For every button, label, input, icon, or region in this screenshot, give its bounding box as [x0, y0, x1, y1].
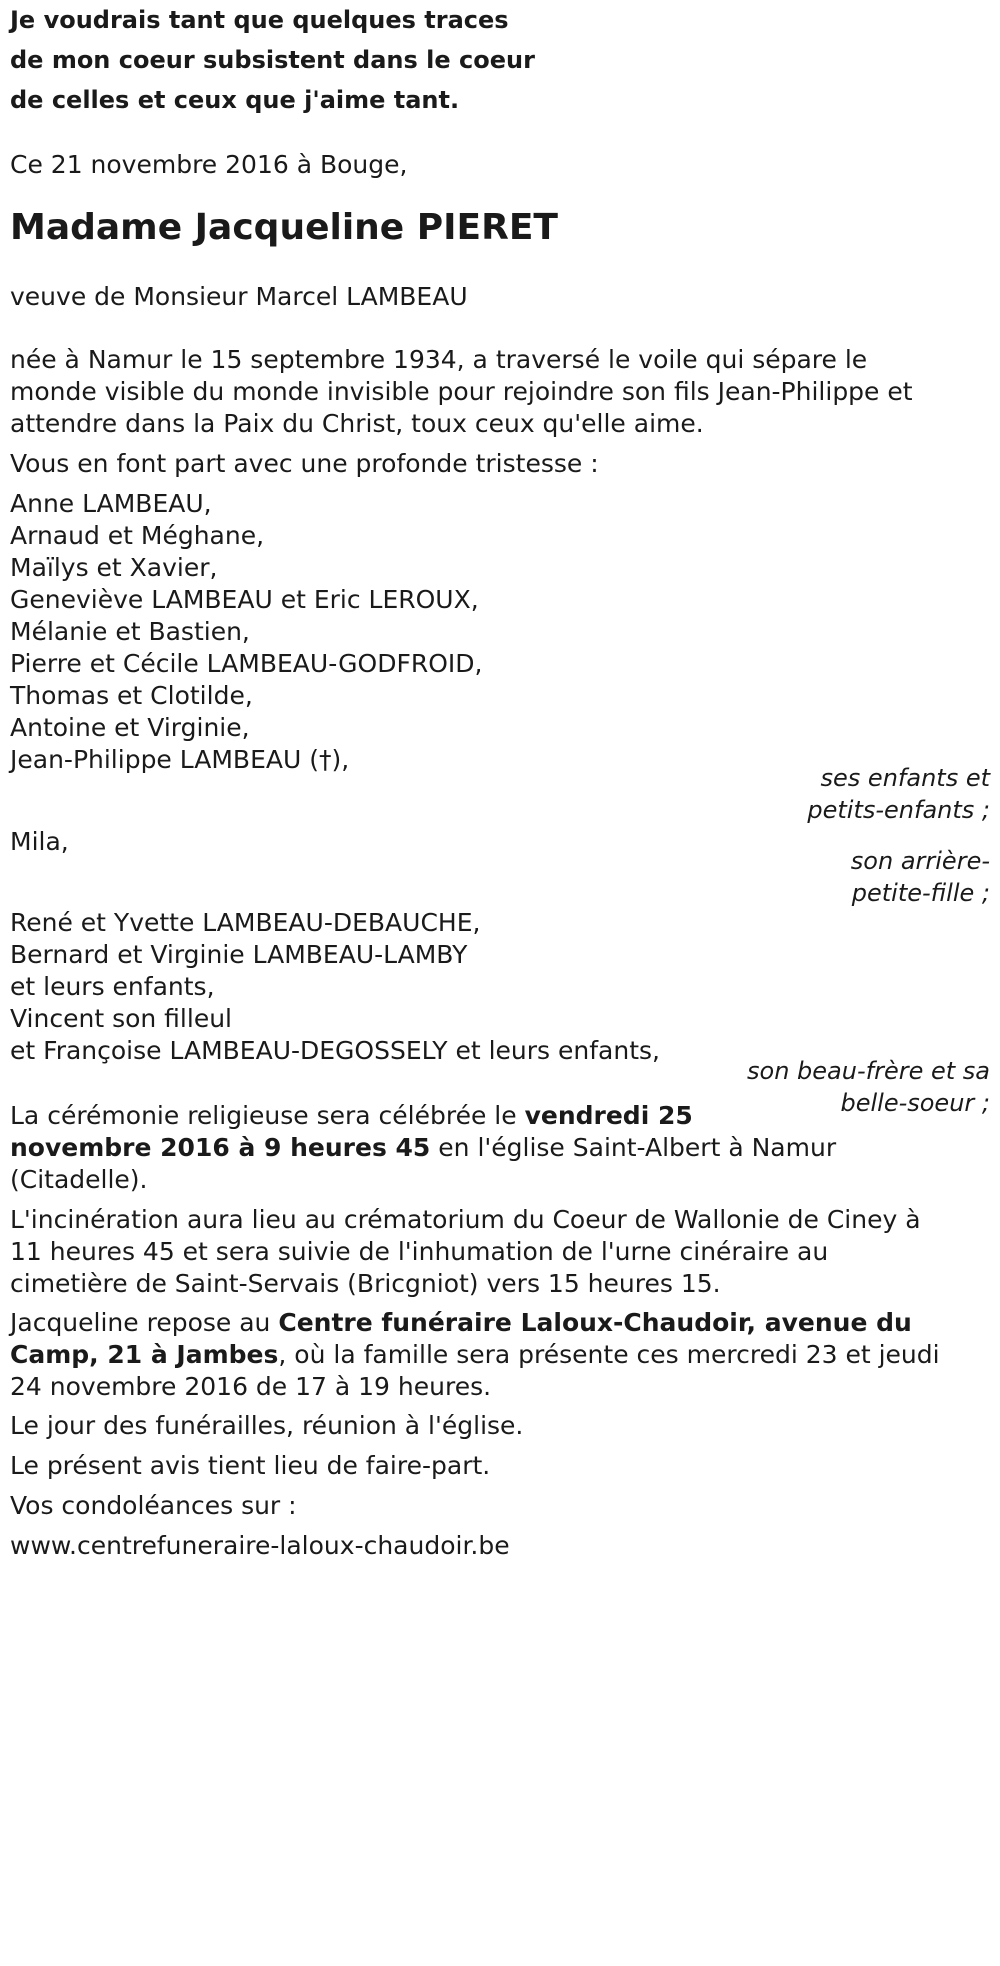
- ceremony-date: vendredi 25: [524, 1101, 693, 1130]
- intro-line: attendre dans la Paix du Christ, toux ceux qu'elle aime.: [10, 409, 704, 438]
- relation-label: petits-enfants ;: [807, 796, 990, 824]
- epigraph-line: de celles et ceux que j'aime tant.: [10, 86, 460, 114]
- ceremony-text: La cérémonie religieuse sera célébrée le: [10, 1101, 525, 1130]
- ceremony-line: [10, 1132, 836, 1164]
- relation-label: son beau-frère et sa: [747, 1057, 990, 1085]
- funeral-day: Le jour des funérailles, réunion à l'église.: [10, 1411, 524, 1440]
- repose-text: , où la famille sera présente ces mercredi 23 et jeudi: [278, 1340, 940, 1369]
- ceremony-line: (Citadelle).: [10, 1165, 148, 1194]
- family-member: Antoine et Virginie,: [10, 713, 250, 742]
- widow-of: veuve de Monsieur Marcel LAMBEAU: [10, 282, 468, 311]
- website-link[interactable]: www.centrefuneraire-laloux-chaudoir.be: [10, 1531, 510, 1560]
- family-member: Thomas et Clotilde,: [10, 681, 253, 710]
- ceremony-time: novembre 2016 à 9 heures 45: [10, 1133, 431, 1162]
- deceased-name: Madame Jacqueline PIERET: [10, 207, 558, 248]
- family-member: Jean-Philippe LAMBEAU (†),: [10, 745, 350, 774]
- family-member: Bernard et Virginie LAMBEAU-LAMBY: [10, 940, 468, 969]
- repose-location: Centre funéraire Laloux-Chaudoir, avenue du: [278, 1308, 912, 1337]
- family-member: Anne LAMBEAU,: [10, 489, 212, 518]
- ceremony-text: en l'église Saint-Albert à Namur: [430, 1133, 837, 1162]
- family-member: et Françoise LAMBEAU-DEGOSSELY et leurs enfants,: [10, 1036, 660, 1065]
- relation-label: petite-fille ;: [851, 879, 990, 907]
- condolences-label: Vos condoléances sur :: [10, 1491, 297, 1520]
- announce: Vous en font part avec une profonde tristesse :: [10, 449, 599, 478]
- repose-line: 24 novembre 2016 de 17 à 19 heures.: [10, 1372, 492, 1401]
- family-member: René et Yvette LAMBEAU-DEBAUCHE,: [10, 908, 481, 937]
- intro-line: monde visible du monde invisible pour rejoindre son fils Jean-Philippe et: [10, 377, 913, 406]
- repose-line: [10, 1307, 912, 1339]
- epigraph-line: Je voudrais tant que quelques traces: [10, 6, 509, 34]
- epigraph-line: de mon coeur subsistent dans le coeur: [10, 46, 535, 74]
- family-member: Pierre et Cécile LAMBEAU-GODFROID,: [10, 649, 483, 678]
- notice: Le présent avis tient lieu de faire-part.: [10, 1451, 491, 1480]
- cremation-line: L'incinération aura lieu au crématorium du Coeur de Wallonie de Ciney à: [10, 1205, 921, 1234]
- relation-label: son arrière-: [850, 847, 990, 875]
- intro-line: née à Namur le 15 septembre 1934, a traversé le voile qui sépare le: [10, 345, 868, 374]
- family-member: Vincent son filleul: [10, 1004, 232, 1033]
- family-member: Geneviève LAMBEAU et Eric LEROUX,: [10, 585, 479, 614]
- family-member: Mila,: [10, 827, 69, 856]
- repose-line: [10, 1339, 940, 1371]
- cremation-line: 11 heures 45 et sera suivie de l'inhumation de l'urne cinéraire au: [10, 1237, 829, 1266]
- relation-label: ses enfants et: [820, 764, 990, 792]
- repose-text: Jacqueline repose au: [10, 1308, 279, 1337]
- ceremony-line: [10, 1100, 693, 1132]
- family-member: et leurs enfants,: [10, 972, 215, 1001]
- family-member: Maïlys et Xavier,: [10, 553, 218, 582]
- cremation-line: cimetière de Saint-Servais (Bricgniot) vers 15 heures 15.: [10, 1269, 721, 1298]
- relation-label: belle-soeur ;: [840, 1089, 990, 1117]
- date-place: Ce 21 novembre 2016 à Bouge,: [10, 150, 408, 179]
- family-member: Arnaud et Méghane,: [10, 521, 265, 550]
- family-member: Mélanie et Bastien,: [10, 617, 250, 646]
- repose-location: Camp, 21 à Jambes: [10, 1340, 279, 1369]
